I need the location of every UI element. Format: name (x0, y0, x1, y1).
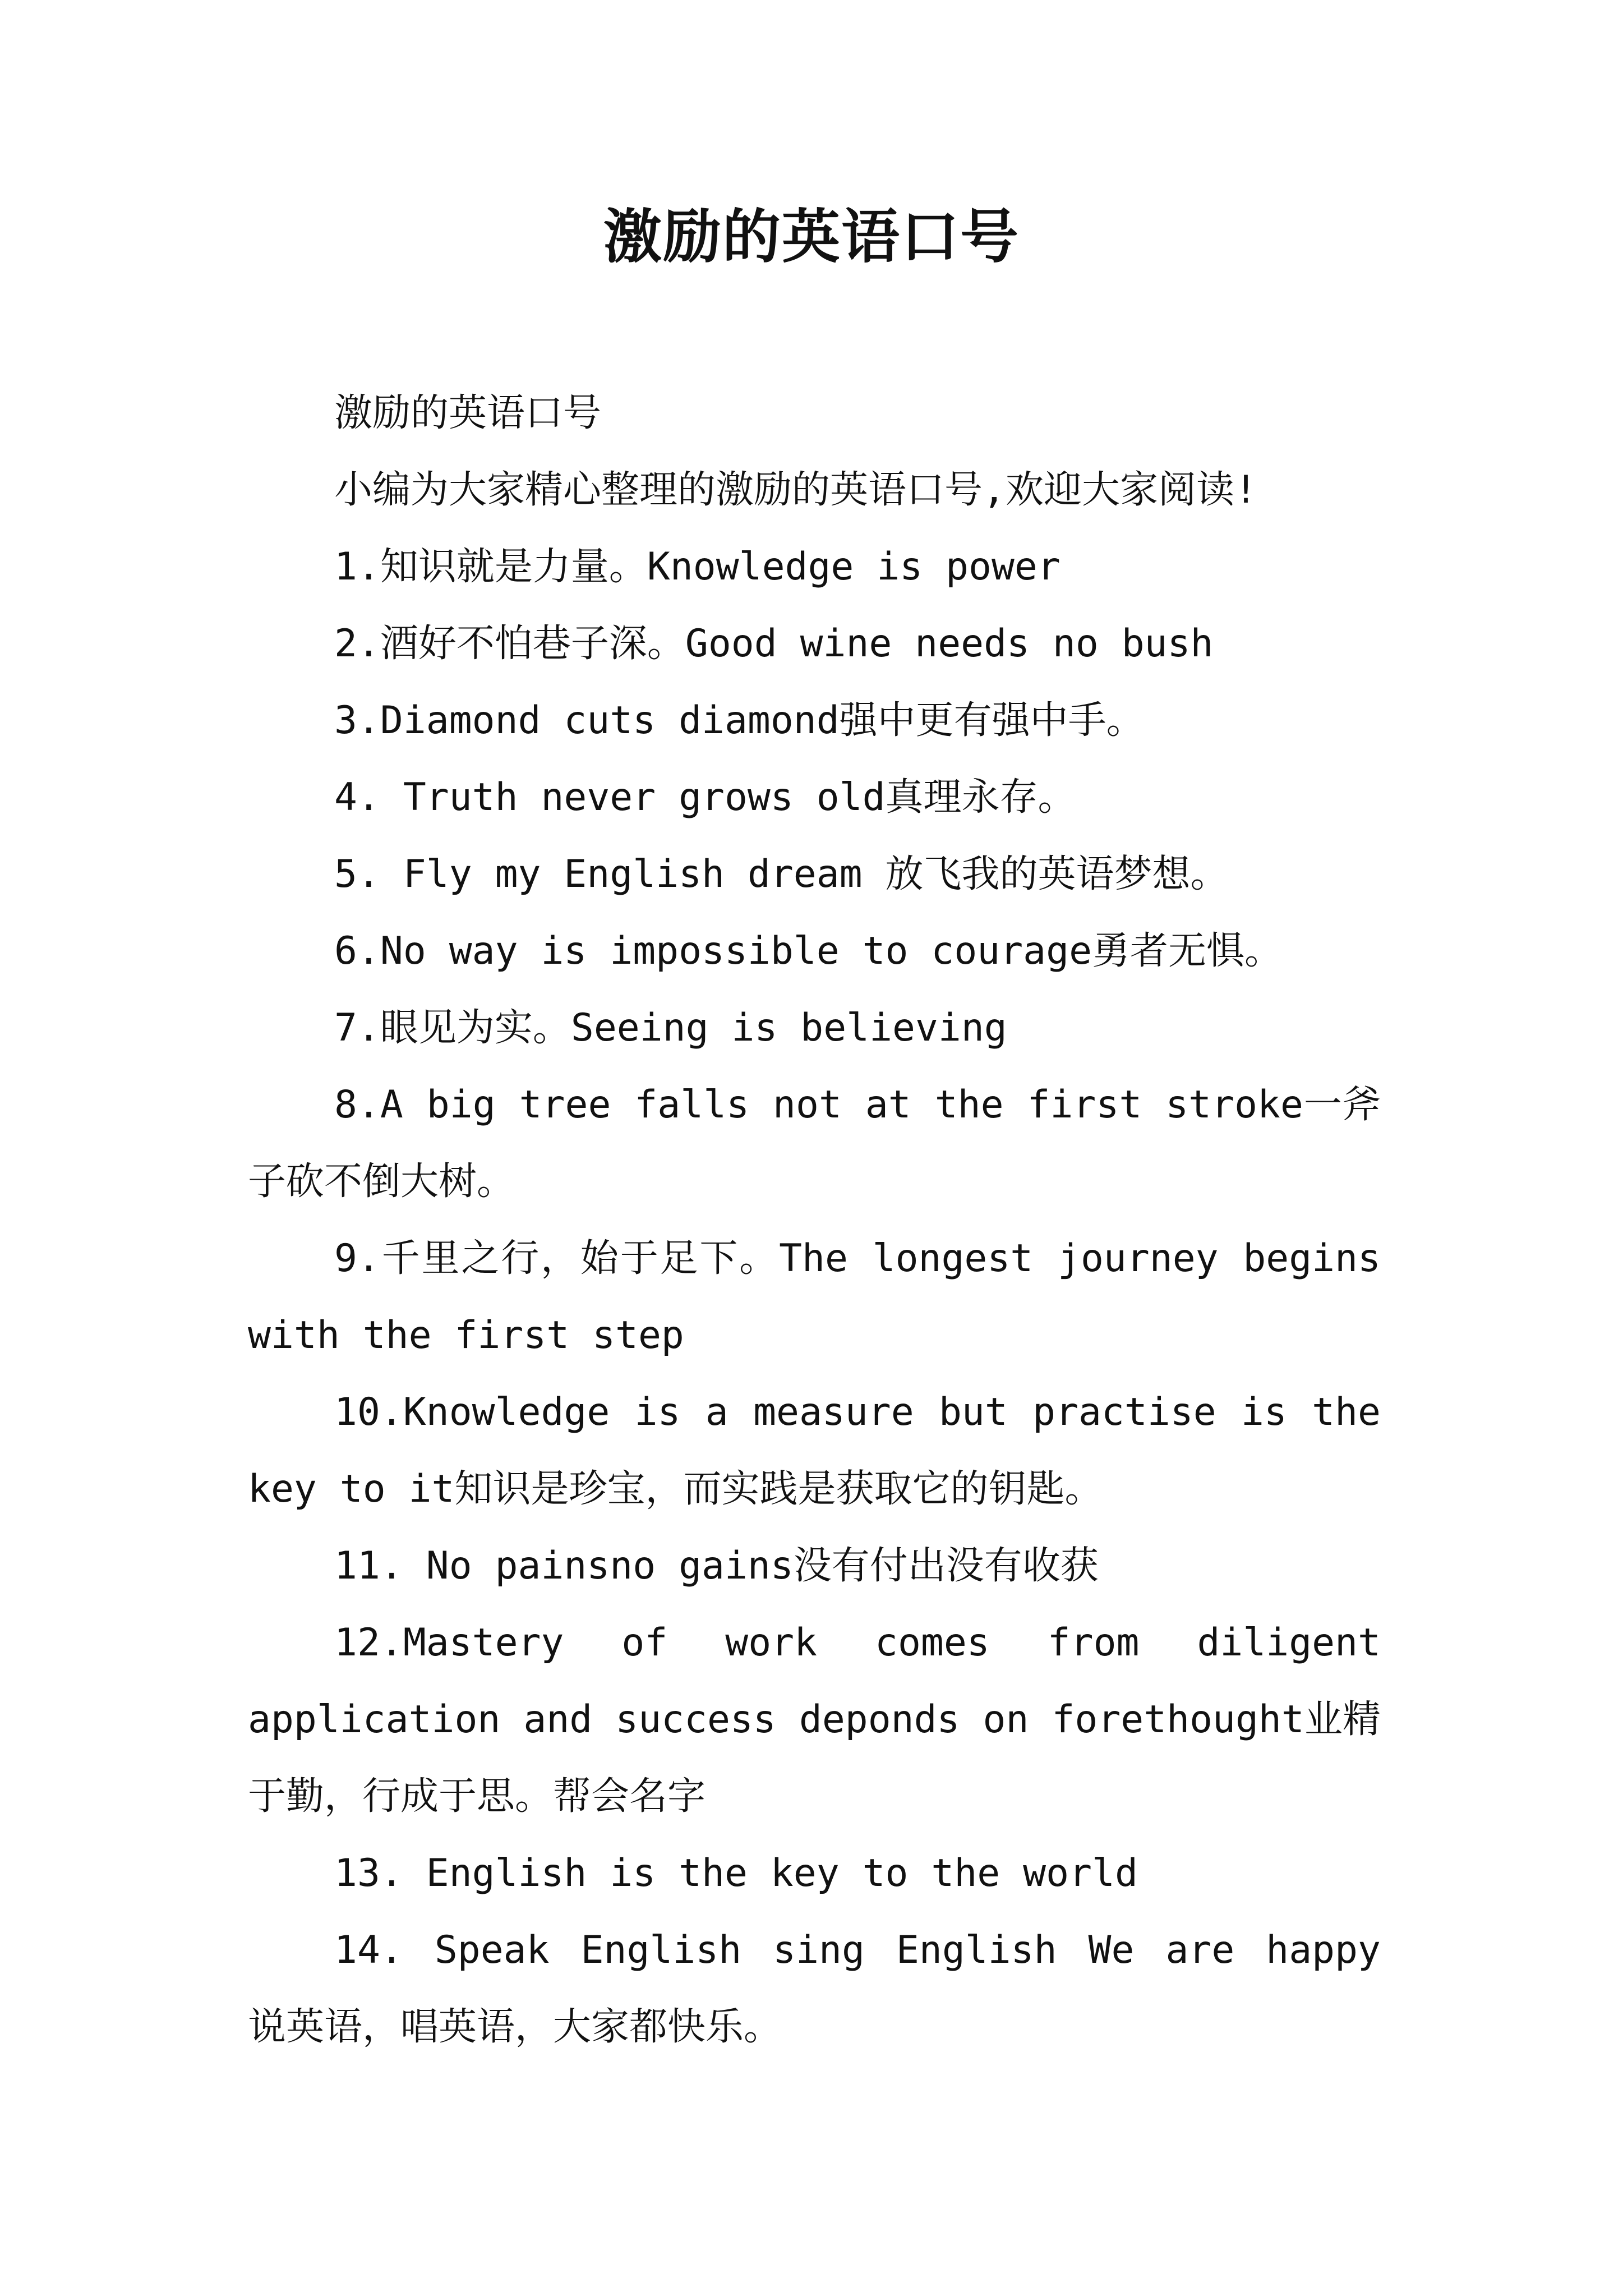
slogan-item-10: 10.Knowledge is a measure but practise is the key to it知识是珍宝，而实践是获取它的钥匙。 (248, 1390, 1381, 1511)
slogan-item-5: 5. Fly my English dream 放飞我的英语梦想。 (334, 852, 1229, 896)
slogan-item-6: 6.No way is impossible to courage勇者无惧。 (334, 929, 1283, 973)
slogan-item-13: 13. English is the key to the world (334, 1851, 1138, 1895)
slogan-item-3: 3.Diamond cuts diamond强中更有强中手。 (334, 698, 1145, 743)
slogan-item-8: 8.A big tree falls not at the first stroke一斧子砍不倒大树。 (248, 1083, 1381, 1204)
slogan-item-4: 4. Truth never grows old真理永存。 (334, 775, 1076, 820)
paragraph-heading: 激励的英语口号 (334, 391, 602, 435)
slogan-item-9: 9.千里之行，始于足下。The longest journey begins with the first step (248, 1236, 1381, 1358)
slogan-item-7: 7.眼见为实。Seeing is believing (334, 1006, 1007, 1050)
slogan-item-12: 12.Mastery of work comes from diligent application and success deponds on forethought业精于勤，行成于思。帮会名字 (248, 1621, 1381, 1819)
slogan-item-1: 1.知识就是力量。Knowledge is power (334, 545, 1061, 589)
document-body (248, 375, 1381, 2065)
paragraph-intro: 小编为大家精心整理的激励的英语口号,欢迎大家阅读! (334, 468, 1257, 512)
slogan-item-14: 14. Speak English sing English We are happy 说英语，唱英语，大家都快乐。 (248, 1928, 1381, 2049)
slogan-item-2: 2.酒好不怕巷子深。Good wine needs no bush (334, 622, 1214, 666)
slogan-item-11: 11. No painsno gains没有付出没有收获 (334, 1544, 1099, 1588)
document-title: 激励的英语口号 (603, 202, 1020, 271)
